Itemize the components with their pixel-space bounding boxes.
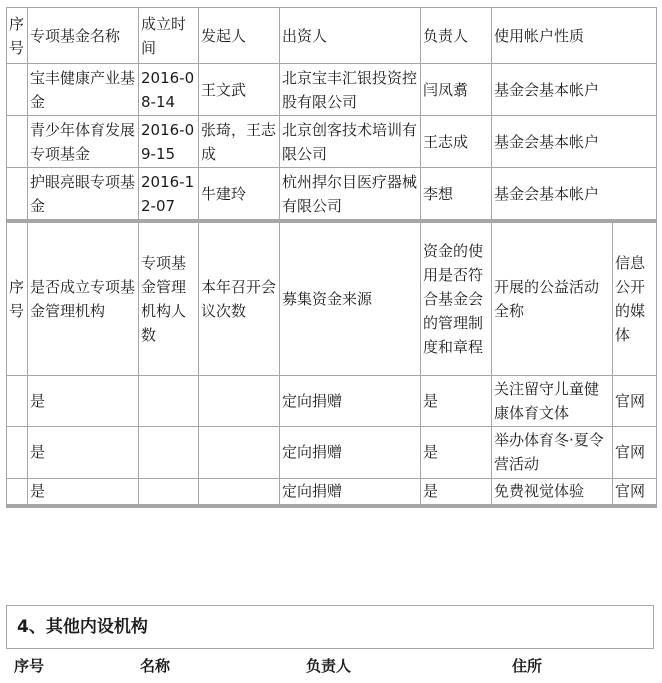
table-row — [7, 426, 657, 478]
table-cell: 北京宝丰汇银投资控股有限公司 — [280, 64, 421, 116]
table-cell: 是 — [28, 375, 139, 426]
header-cell: 专项基金名称 — [28, 8, 139, 64]
table-cell: 举办体育冬·夏令营活动 — [492, 426, 613, 478]
table-cell: 2016-08-14 — [139, 64, 199, 116]
fund-management-table — [6, 219, 657, 508]
table-cell — [7, 478, 28, 506]
header-cell: 出资人 — [280, 8, 421, 64]
table-cell — [7, 426, 28, 478]
header-cell: 序号 — [7, 8, 28, 64]
header-cell: 募集资金来源 — [280, 221, 421, 375]
table-cell — [199, 375, 280, 426]
column-header: 名称 — [140, 657, 171, 675]
table-cell — [199, 426, 280, 478]
table-cell: 是 — [421, 478, 492, 506]
column-header: 住所 — [512, 657, 543, 675]
table-cell: 是 — [28, 478, 139, 506]
section-4-title: 4、其他内设机构 — [17, 617, 148, 637]
table-cell: 官网 — [613, 426, 657, 478]
table-cell — [139, 375, 199, 426]
table-cell: 牛建玲 — [199, 168, 280, 220]
header-cell: 负责人 — [421, 8, 492, 64]
table-cell: 定向捐赠 — [280, 375, 421, 426]
header-cell: 信息公开的媒体 — [613, 221, 657, 375]
table-cell — [139, 426, 199, 478]
header-cell: 是否成立专项基金管理机构 — [28, 221, 139, 375]
table-row — [7, 116, 657, 168]
table-row — [7, 168, 657, 220]
header-cell: 本年召开会议次数 — [199, 221, 280, 375]
table-cell: 定向捐赠 — [280, 478, 421, 506]
section-4-column-headers — [0, 656, 662, 680]
table-header-row — [7, 8, 657, 64]
column-header: 负责人 — [306, 657, 352, 675]
table-header-row — [7, 221, 657, 375]
table-cell — [7, 168, 28, 220]
table-cell: 基金会基本帐户 — [492, 116, 657, 168]
table-cell — [7, 64, 28, 116]
table-cell — [199, 478, 280, 506]
table-cell: 定向捐赠 — [280, 426, 421, 478]
table-cell: 2016-09-15 — [139, 116, 199, 168]
table-cell: 官网 — [613, 375, 657, 426]
table-cell: 王志成 — [421, 116, 492, 168]
table-cell: 基金会基本帐户 — [492, 64, 657, 116]
header-cell: 开展的公益活动全称 — [492, 221, 613, 375]
header-cell: 发起人 — [199, 8, 280, 64]
table-cell: 李想 — [421, 168, 492, 220]
table-cell — [7, 375, 28, 426]
table-cell: 宝丰健康产业基金 — [28, 64, 139, 116]
table-cell — [7, 116, 28, 168]
table-cell: 官网 — [613, 478, 657, 506]
table-row — [7, 375, 657, 426]
column-header: 序号 — [14, 657, 45, 675]
table-cell: 青少年体育发展专项基金 — [28, 116, 139, 168]
table-cell: 杭州捍尔目医疗器械有限公司 — [280, 168, 421, 220]
table-cell: 护眼亮眼专项基金 — [28, 168, 139, 220]
table-cell: 张琦，王志成 — [199, 116, 280, 168]
table-cell: 2016-12-07 — [139, 168, 199, 220]
table-cell — [139, 478, 199, 506]
table-cell: 关注留守儿童健康体育文体 — [492, 375, 613, 426]
table-cell: 北京创客技术培训有限公司 — [280, 116, 421, 168]
table-cell: 王文武 — [199, 64, 280, 116]
section-4-title-box — [6, 605, 654, 649]
table-cell: 基金会基本帐户 — [492, 168, 657, 220]
table-cell: 是 — [421, 426, 492, 478]
table-cell: 是 — [421, 375, 492, 426]
header-cell: 序号 — [7, 221, 28, 375]
header-cell: 成立时间 — [139, 8, 199, 64]
header-cell: 资金的使用是否符合基金会的管理制度和章程 — [421, 221, 492, 375]
header-cell: 专项基金管理机构人数 — [139, 221, 199, 375]
table-row — [7, 478, 657, 506]
table-cell: 是 — [28, 426, 139, 478]
table-cell: 免费视觉体验 — [492, 478, 613, 506]
table-row — [7, 64, 657, 116]
header-cell: 使用帐户性质 — [492, 8, 657, 64]
table-cell: 闫凤翥 — [421, 64, 492, 116]
fund-info-table — [6, 7, 657, 220]
